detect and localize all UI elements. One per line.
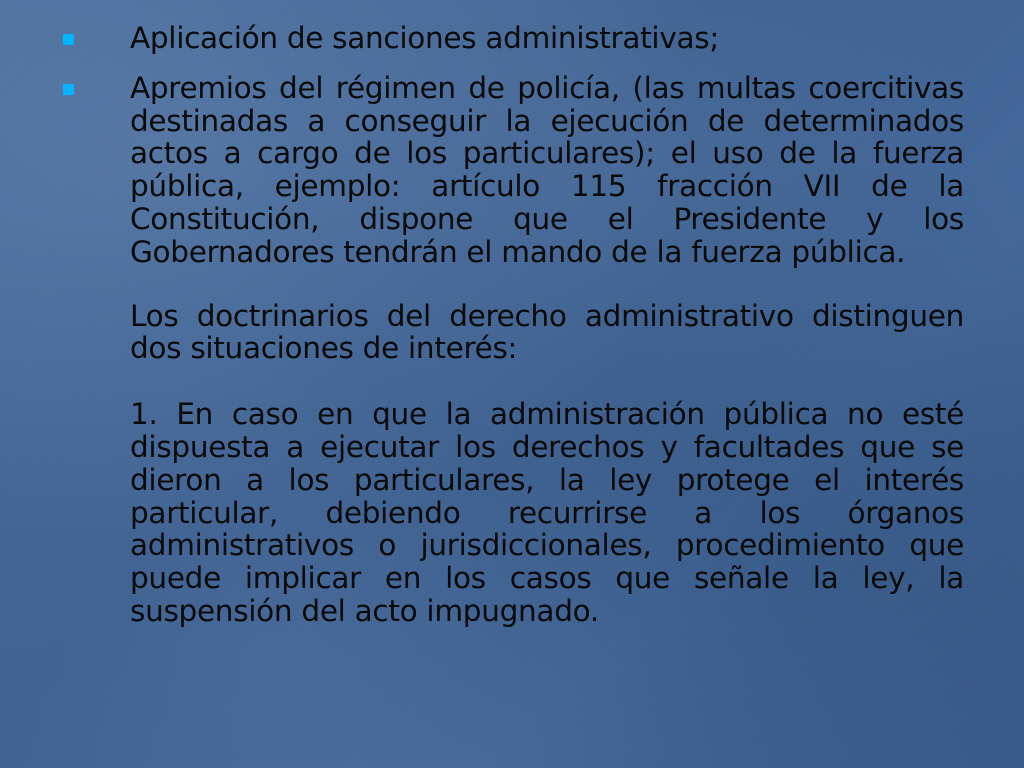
paragraph-text: Aplicación de sanciones administrativas; — [130, 21, 719, 55]
square-bullet-icon — [63, 34, 74, 45]
paragraph-text: Los doctrinarios del derecho administrativo distinguen dos situaciones de interés: — [130, 298, 964, 366]
bullet-item-sanciones — [130, 22, 964, 55]
paragraph-text: 1. En caso en que la administración pública no esté dispuesta a ejecutar los derechos y facultades que se dieron a los particulares, la ley protege el interés particular, debiendo recurrirse a los órganos administrativos o jurisdiccionales, procedimiento que puede implicar en los casos que señale la ley, la suspensión del acto impugnado. — [130, 397, 964, 628]
slide-body — [130, 22, 964, 628]
paragraph-caso-1 — [130, 398, 964, 628]
square-bullet-icon — [63, 84, 74, 95]
paragraph-doctrinarios — [130, 300, 964, 366]
bullet-item-apremios — [130, 72, 964, 269]
paragraph-text: Apremios del régimen de policía, (las multas coercitivas destinadas a conseguir la ejecución de determinados actos a cargo de los particulares); el uso de la fuerza pública, ejemplo: artículo 115 fracción VII de la Constitución, dispone que el Presidente y los Gobernadores tendrán el mando de la fuerza pública. — [130, 70, 964, 269]
